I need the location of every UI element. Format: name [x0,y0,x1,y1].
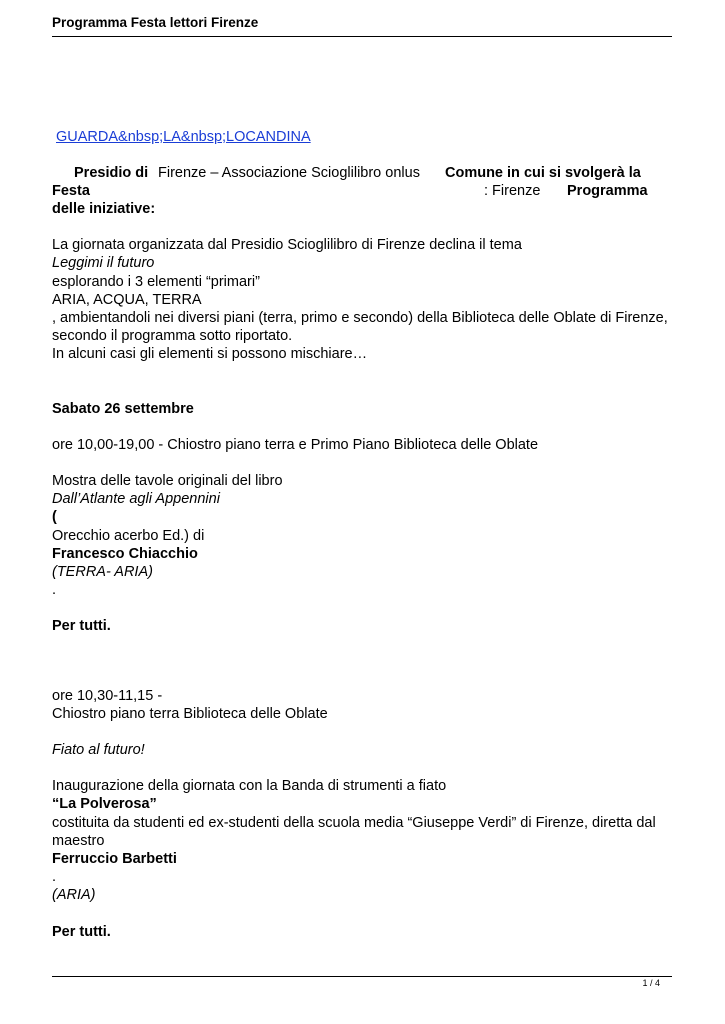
book-title: Dall’Atlante agli Appennini [52,491,220,508]
header-divider [52,36,672,37]
period: . [52,582,57,599]
comune-label-cont: Festa [52,183,90,200]
theme-title: Leggimi il futuro [52,255,155,272]
header-title: Programma Festa lettori Firenze [52,15,259,30]
comune-label: Comune in cui si svolgerà la [445,165,641,182]
audience: Per tutti. [52,923,111,940]
presidio-label: Presidio di [74,165,149,182]
period: . [52,869,57,886]
band-name: “La Polverosa” [52,796,157,813]
event-description: costituita da studenti ed ex-studenti della scuola media “Giuseppe Verdi” di Firenze, diretta dal [52,814,656,831]
footer-divider [52,976,672,977]
page-number: 1 / 4 [642,978,660,988]
event-description: maestro [52,832,105,849]
open-paren: ( [52,509,57,526]
locandina-link[interactable]: GUARDA&nbsp;LA&nbsp;LOCANDINA [56,129,311,145]
event-time: ore 10,00-19,00 - Chiostro piano terra e Primo Piano Biblioteca delle Oblate [52,436,539,453]
event-description: Inaugurazione della giornata con la Banda di strumenti a fiato [52,778,447,795]
paragraph-line: esplorando i 3 elementi “primari” [52,273,260,290]
programma-label-cont: delle iniziative: [52,201,156,218]
elements-list: ARIA, ACQUA, TERRA [52,291,202,308]
event-elements: (ARIA) [52,887,96,904]
paragraph-line: , ambientandoli nei diversi piani (terra, primo e secondo) della Biblioteca delle Oblate di Firenze, [52,310,668,327]
author-name: Francesco Chiacchio [52,545,198,562]
comune-value: : Firenze [484,183,541,200]
paragraph-line: secondo il programma sotto riportato. [52,328,293,345]
event-place: Chiostro piano terra Biblioteca delle Oblate [52,705,328,722]
intro-block [52,164,677,218]
event-elements: (TERRA- ARIA) [52,564,153,581]
event-title: Fiato al futuro! [52,742,145,759]
day-heading: Sabato 26 settembre [52,400,194,417]
document-body [52,128,677,941]
paragraph-line: In alcuni casi gli elementi si possono mischiare… [52,346,368,363]
programma-label: Programma [567,183,648,200]
event-time: ore 10,30-11,15 - [52,687,163,704]
paragraph-line: La giornata organizzata dal Presidio Scioglilibro di Firenze declina il tema [52,237,522,254]
event-description: Mostra delle tavole originali del libro [52,473,283,490]
publisher: Orecchio acerbo Ed.) di [52,527,205,544]
presidio-value: Firenze – Associazione Scioglilibro onlus [158,165,420,182]
conductor-name: Ferruccio Barbetti [52,851,177,868]
audience: Per tutti. [52,618,111,635]
